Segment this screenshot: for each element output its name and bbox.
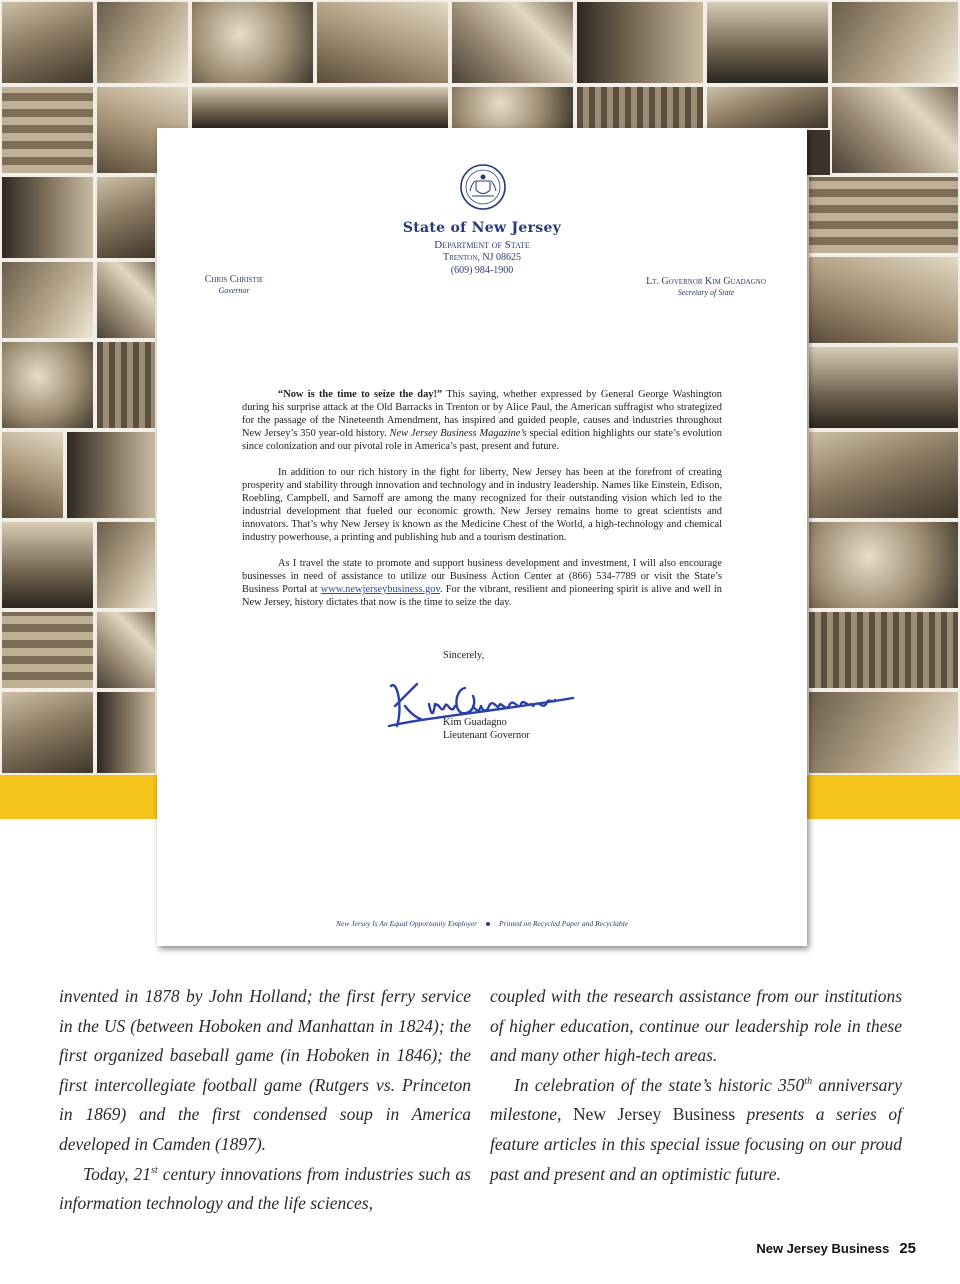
letter-quote: “Now is the time to seize the day!” [278, 389, 443, 400]
letterhead-department: Department of State [434, 239, 530, 251]
letter-text: . For the vibrant, resilient and pioneering spirit is alive and well in New Jersey, history dictates that now is the time to seize the day. [242, 584, 722, 608]
letter-page [157, 128, 807, 946]
page-number: 25 [899, 1240, 916, 1257]
governor-name: Chris Christie [204, 274, 264, 285]
collage-photo [0, 690, 95, 775]
governor-title: Governor [218, 286, 250, 295]
collage-photo [807, 520, 960, 610]
lt-governor-block [635, 276, 777, 298]
collage-photo [830, 0, 960, 85]
letterhead-phone: (609) 984-1900 [450, 265, 514, 276]
letter-text: This saying, whether expressed by General George Washington during his surprise attack at the Old Barracks in Trenton or by Alice Paul, the American suffragist who strategized for the passage of the Nineteenth Amendment, has inspired and guided people, causes and industries throughout New Jersey’s 350 year-old history. [242, 389, 722, 439]
collage-photo [95, 260, 157, 340]
collage-photo [807, 175, 960, 255]
letter-body [242, 388, 722, 622]
collage-photo [450, 0, 575, 85]
collage-photo [0, 260, 95, 340]
collage-photo [0, 520, 95, 610]
collage-photo [95, 0, 190, 85]
letter-text: special edition highlights our state’s evolution since colonization and our pivotal role in America’s past, present and future. [242, 428, 723, 452]
collage-photo [0, 175, 95, 260]
page-footer [756, 1240, 916, 1258]
collage-photo [807, 345, 960, 430]
letter-footer [157, 919, 807, 928]
ordinal-suffix: st [151, 1164, 158, 1176]
collage-photo [807, 610, 960, 690]
article-paragraph [490, 1071, 902, 1189]
governor-block [194, 274, 274, 296]
collage-photo [95, 175, 157, 260]
state-seal-icon [459, 163, 507, 211]
collage-photo [315, 0, 450, 85]
letter-paragraph [242, 388, 722, 453]
letterhead-state-name: State of New Jersey [402, 220, 562, 236]
collage-photo [807, 430, 960, 520]
article-column-right [490, 982, 902, 1189]
collage-photo [705, 85, 830, 130]
collage-photo [95, 690, 157, 775]
article-paragraph [59, 1160, 471, 1219]
publication-name: New Jersey Business [756, 1241, 890, 1256]
article-text: presents a series of feature articles in this special issue focusing on our proud past and present and an optimistic future. [490, 1104, 902, 1184]
signer-title: Lieutenant Governor [443, 730, 530, 741]
letter-paragraph: In addition to our rich history in the fight for liberty, New Jersey has been at the forefront of creating prosperity and stability through innovation and technology and in industry leadership. Names like Einstein, Edison, Roebling, Campbell, and Sarnoff are among the many recognized for their outstanding vision which led to the industrial development that fueled our economic growth. New Jersey remains home to great scientists and innovators. That’s why New Jersey is known as the Medicine Chest of the World, a high-technology and chemical industry powerhouse, a printing and publishing hub and a tourism destination. [242, 467, 722, 543]
article-text: century innovations from industries such as information technology and the life sciences, [59, 1163, 471, 1214]
collage-photo [830, 85, 960, 175]
lt-governor-title: Secretary of State [677, 288, 735, 297]
collage-photo [807, 255, 960, 345]
article-paragraph: invented in 1878 by John Holland; the first ferry service in the US (between Hoboken and Manhattan in 1824); the first organized baseball game (in Hoboken in 1846); the first intercollegiate football game (Rutgers vs. Princeton in 1869) and the first condensed soup in America developed in Camden (1897). [59, 986, 471, 1154]
collage-photo [575, 85, 705, 130]
collage-photo [575, 0, 705, 85]
collage-photo [65, 430, 157, 520]
ordinal-suffix: th [804, 1075, 813, 1087]
signer-name: Kim Guadagno [443, 717, 507, 728]
collage-photo [0, 85, 95, 175]
collage-photo [0, 340, 95, 430]
article-text: In celebration of the state’s historic 350 [514, 1074, 805, 1095]
letter-footer-left: New Jersey Is An Equal Opportunity Employer [336, 919, 478, 928]
magazine-name: New Jersey Business Magazine’s [389, 428, 527, 439]
article-column-left [59, 982, 471, 1219]
collage-photo [190, 0, 315, 85]
letter-footer-right: Printed on Recycled Paper and Recyclable [499, 919, 628, 928]
letterhead-address: Trenton, NJ 08625 [443, 252, 521, 263]
article-paragraph: coupled with the research assistance from our institutions of higher education, continue our leadership role in these and many other high-tech areas. [490, 986, 902, 1066]
collage-photo [95, 520, 157, 610]
collage-photo [0, 0, 95, 85]
lt-governor-name: Lt. Governor Kim Guadagno [646, 276, 766, 287]
collage-photo [95, 610, 157, 690]
article-text: Today, 21 [83, 1163, 152, 1184]
article-text: anniversary milestone, [490, 1074, 902, 1125]
collage-photo [450, 85, 575, 130]
business-portal-link[interactable]: www.newjerseybusiness.gov [320, 584, 441, 595]
collage-photo [0, 610, 95, 690]
collage-photo [0, 430, 65, 520]
letter-closing: Sincerely, [443, 650, 485, 661]
collage-photo [95, 340, 157, 430]
collage-photo [705, 0, 830, 85]
signer-block [443, 716, 530, 742]
publication-name: New Jersey Business [572, 1104, 736, 1125]
collage-photo [807, 690, 960, 775]
letter-text: As I travel the state to promote and support business development and investment, I will also encourage businesses in need of assistance to utilize our Business Action Center at (866) 534-7789 or visit the State’s Business Portal at [242, 558, 722, 595]
letter-paragraph [242, 557, 722, 609]
bullet-icon [486, 922, 490, 926]
collage-photo [190, 85, 450, 130]
